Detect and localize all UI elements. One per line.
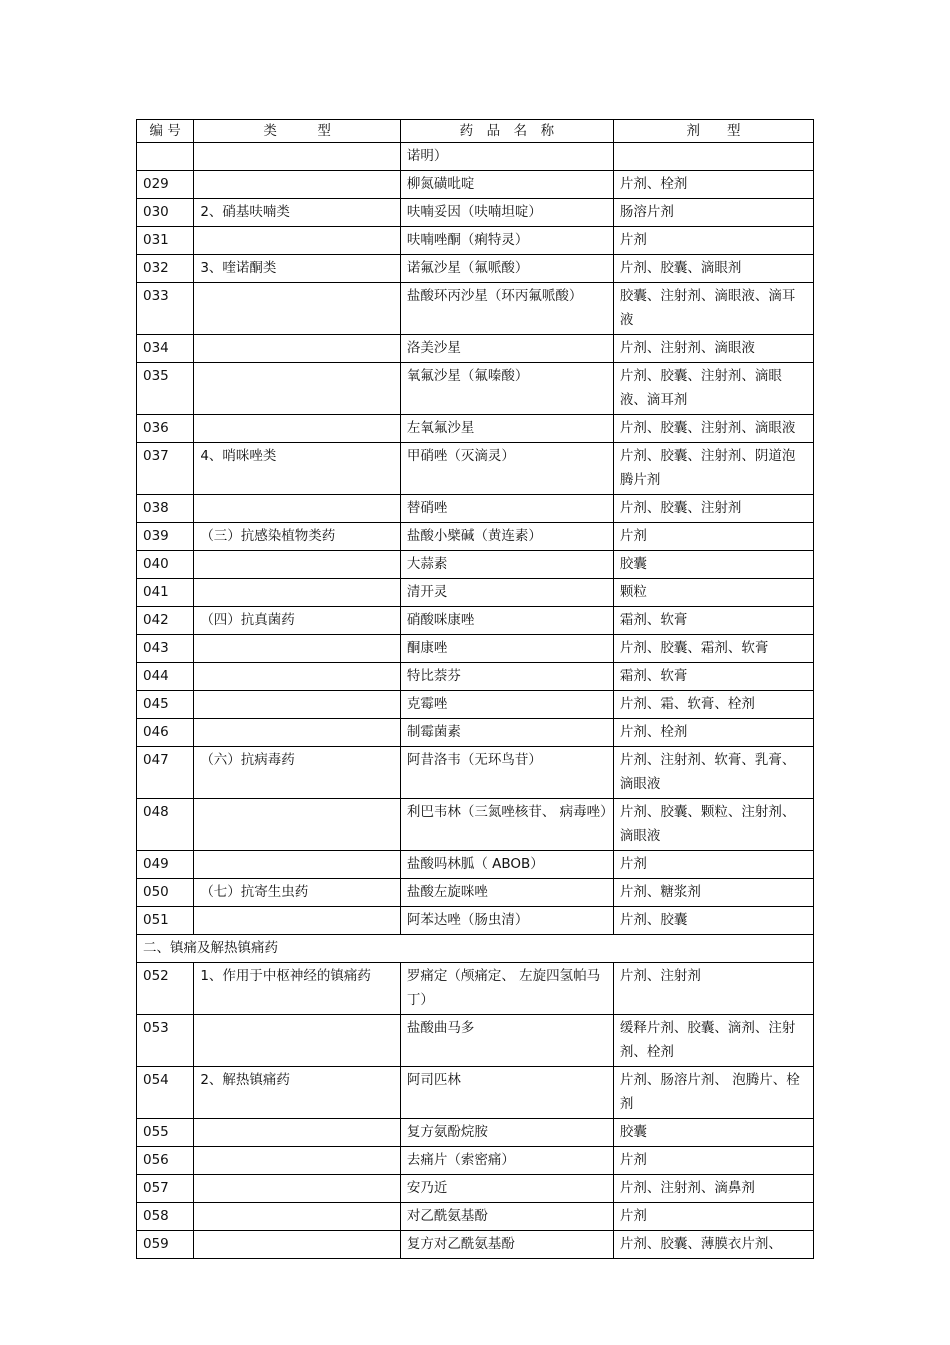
table-row: [137, 143, 814, 171]
table-row: [137, 523, 814, 551]
cell-code: 049: [137, 851, 194, 879]
cell-type: （六）抗病毒药: [194, 747, 401, 799]
cell-form: 片剂、栓剂: [613, 719, 813, 747]
cell-name: 阿昔洛韦（无环鸟苷）: [400, 747, 613, 799]
cell-name: 盐酸小檗碱（黄连素）: [400, 523, 613, 551]
cell-code: 036: [137, 415, 194, 443]
table-row: [137, 1175, 814, 1203]
cell-type: [194, 551, 401, 579]
cell-form: 片剂: [613, 851, 813, 879]
cell-type: （七）抗寄生虫药: [194, 879, 401, 907]
table-row: [137, 227, 814, 255]
cell-name: 呋喃唑酮（痢特灵）: [400, 227, 613, 255]
cell-type: [194, 1175, 401, 1203]
cell-code: 054: [137, 1067, 194, 1119]
cell-name: 甲硝唑（灭滴灵）: [400, 443, 613, 495]
cell-type: [194, 719, 401, 747]
cell-code: 038: [137, 495, 194, 523]
cell-name: 特比萘芬: [400, 663, 613, 691]
cell-name: 诺明）: [400, 143, 613, 171]
section-row: [137, 935, 814, 963]
table-row: [137, 199, 814, 227]
cell-form: 缓释片剂、胶囊、滴剂、注射剂、栓剂: [613, 1015, 813, 1067]
cell-code: 056: [137, 1147, 194, 1175]
cell-code: 039: [137, 523, 194, 551]
cell-form: 肠溶片剂: [613, 199, 813, 227]
table-row: [137, 495, 814, 523]
cell-type: （四）抗真菌药: [194, 607, 401, 635]
table-row: [137, 719, 814, 747]
cell-form: 片剂、注射剂: [613, 963, 813, 1015]
cell-type: [194, 851, 401, 879]
cell-code: 048: [137, 799, 194, 851]
cell-code: 059: [137, 1231, 194, 1259]
cell-type: [194, 283, 401, 335]
cell-code: 041: [137, 579, 194, 607]
cell-type: 1、作用于中枢神经的镇痛药: [194, 963, 401, 1015]
table-row: [137, 907, 814, 935]
cell-code: [137, 143, 194, 171]
cell-code: 052: [137, 963, 194, 1015]
cell-code: 040: [137, 551, 194, 579]
table-row: [137, 1119, 814, 1147]
cell-name: 复方氨酚烷胺: [400, 1119, 613, 1147]
cell-code: 053: [137, 1015, 194, 1067]
cell-type: [194, 495, 401, 523]
cell-code: 031: [137, 227, 194, 255]
cell-code: 030: [137, 199, 194, 227]
table-row: [137, 1067, 814, 1119]
cell-name: 氧氟沙星（氟嗪酸）: [400, 363, 613, 415]
cell-code: 058: [137, 1203, 194, 1231]
cell-name: 盐酸曲马多: [400, 1015, 613, 1067]
cell-form: 片剂: [613, 1203, 813, 1231]
table-section: [137, 935, 814, 963]
cell-type: [194, 227, 401, 255]
cell-form: 霜剂、软膏: [613, 663, 813, 691]
table-row: [137, 851, 814, 879]
cell-code: 047: [137, 747, 194, 799]
cell-code: 042: [137, 607, 194, 635]
cell-code: 034: [137, 335, 194, 363]
header-name: 药 品 名 称: [400, 120, 613, 143]
cell-type: [194, 171, 401, 199]
cell-type: [194, 415, 401, 443]
table-body-analgesic: [137, 963, 814, 1259]
header-code: 编 号: [137, 120, 194, 143]
cell-name: 阿苯达唑（肠虫清）: [400, 907, 613, 935]
cell-form: 片剂: [613, 1147, 813, 1175]
table-body-anti-infective: [137, 143, 814, 935]
cell-form: 片剂、霜、软膏、栓剂: [613, 691, 813, 719]
cell-form: 片剂、胶囊: [613, 907, 813, 935]
table-row: [137, 691, 814, 719]
cell-name: 左氧氟沙星: [400, 415, 613, 443]
cell-type: 4、哨咪唑类: [194, 443, 401, 495]
cell-form: 颗粒: [613, 579, 813, 607]
cell-code: 035: [137, 363, 194, 415]
cell-type: [194, 691, 401, 719]
cell-name: 柳氮磺吡啶: [400, 171, 613, 199]
cell-code: 057: [137, 1175, 194, 1203]
cell-form: 胶囊: [613, 1119, 813, 1147]
cell-name: 克霉唑: [400, 691, 613, 719]
cell-form: 片剂、注射剂、软膏、乳膏、滴眼液: [613, 747, 813, 799]
cell-form: 片剂: [613, 523, 813, 551]
table-row: [137, 551, 814, 579]
cell-type: [194, 143, 401, 171]
cell-type: 2、解热镇痛药: [194, 1067, 401, 1119]
table-row: [137, 607, 814, 635]
cell-name: 盐酸左旋咪唑: [400, 879, 613, 907]
cell-name: 诺氟沙星（氟哌酸）: [400, 255, 613, 283]
cell-form: 胶囊、注射剂、滴眼液、滴耳液: [613, 283, 813, 335]
cell-name: 替硝唑: [400, 495, 613, 523]
cell-type: [194, 579, 401, 607]
cell-name: 去痛片（索密痛）: [400, 1147, 613, 1175]
cell-type: [194, 1231, 401, 1259]
cell-code: 044: [137, 663, 194, 691]
table-row: [137, 747, 814, 799]
table-row: [137, 255, 814, 283]
cell-type: [194, 799, 401, 851]
cell-type: [194, 335, 401, 363]
cell-type: 3、喹诺酮类: [194, 255, 401, 283]
cell-code: 029: [137, 171, 194, 199]
table-row: [137, 635, 814, 663]
cell-form: 片剂: [613, 227, 813, 255]
cell-name: 酮康唑: [400, 635, 613, 663]
cell-form: [613, 143, 813, 171]
cell-name: 安乃近: [400, 1175, 613, 1203]
cell-code: 055: [137, 1119, 194, 1147]
cell-type: （三）抗感染植物类药: [194, 523, 401, 551]
table-row: [137, 1203, 814, 1231]
cell-type: [194, 635, 401, 663]
cell-name: 呋喃妥因（呋喃坦啶）: [400, 199, 613, 227]
cell-code: 043: [137, 635, 194, 663]
cell-type: [194, 1203, 401, 1231]
table-row: [137, 663, 814, 691]
table-row: [137, 879, 814, 907]
cell-form: 片剂、栓剂: [613, 171, 813, 199]
table-row: [137, 1231, 814, 1259]
cell-type: [194, 1119, 401, 1147]
cell-form: 片剂、胶囊、注射剂: [613, 495, 813, 523]
cell-form: 片剂、胶囊、颗粒、注射剂、滴眼液: [613, 799, 813, 851]
cell-form: 片剂、肠溶片剂、 泡腾片、栓剂: [613, 1067, 813, 1119]
cell-form: 片剂、胶囊、薄膜衣片剂、: [613, 1231, 813, 1259]
cell-code: 045: [137, 691, 194, 719]
table-row: [137, 283, 814, 335]
table-row: [137, 963, 814, 1015]
cell-type: [194, 907, 401, 935]
cell-name: 洛美沙星: [400, 335, 613, 363]
cell-form: 片剂、胶囊、注射剂、滴眼液: [613, 415, 813, 443]
cell-name: 利巴韦林（三氮唑核苷、 病毒唑）: [400, 799, 613, 851]
cell-form: 胶囊: [613, 551, 813, 579]
drug-list-table: [136, 119, 814, 1259]
cell-code: 033: [137, 283, 194, 335]
cell-name: 复方对乙酰氨基酚: [400, 1231, 613, 1259]
cell-form: 片剂、糖浆剂: [613, 879, 813, 907]
table-row: [137, 1147, 814, 1175]
cell-type: 2、硝基呋喃类: [194, 199, 401, 227]
table-row: [137, 171, 814, 199]
cell-name: 清开灵: [400, 579, 613, 607]
cell-form: 片剂、胶囊、霜剂、软膏: [613, 635, 813, 663]
header-form: 剂 型: [613, 120, 813, 143]
cell-form: 片剂、胶囊、注射剂、滴眼液、滴耳剂: [613, 363, 813, 415]
table-row: [137, 443, 814, 495]
cell-code: 051: [137, 907, 194, 935]
cell-form: 片剂、注射剂、滴鼻剂: [613, 1175, 813, 1203]
cell-name: 阿司匹林: [400, 1067, 613, 1119]
cell-name: 罗痛定（颅痛定、 左旋四氢帕马丁）: [400, 963, 613, 1015]
cell-form: 霜剂、软膏: [613, 607, 813, 635]
table-header-row: [137, 120, 814, 143]
cell-form: 片剂、胶囊、滴眼剂: [613, 255, 813, 283]
cell-code: 037: [137, 443, 194, 495]
table-row: [137, 363, 814, 415]
table-row: [137, 579, 814, 607]
cell-name: 硝酸咪康唑: [400, 607, 613, 635]
header-type: 类 型: [194, 120, 401, 143]
cell-code: 046: [137, 719, 194, 747]
cell-type: [194, 1147, 401, 1175]
section-title: 二、镇痛及解热镇痛药: [137, 935, 814, 963]
cell-form: 片剂、胶囊、注射剂、阴道泡腾片剂: [613, 443, 813, 495]
cell-form: 片剂、注射剂、滴眼液: [613, 335, 813, 363]
cell-name: 大蒜素: [400, 551, 613, 579]
cell-type: [194, 363, 401, 415]
table-row: [137, 799, 814, 851]
cell-code: 050: [137, 879, 194, 907]
cell-name: 制霉菌素: [400, 719, 613, 747]
table-row: [137, 1015, 814, 1067]
cell-type: [194, 1015, 401, 1067]
cell-name: 盐酸吗林胍（ ABOB）: [400, 851, 613, 879]
cell-name: 盐酸环丙沙星（环丙氟哌酸）: [400, 283, 613, 335]
table-row: [137, 415, 814, 443]
table-row: [137, 335, 814, 363]
cell-type: [194, 663, 401, 691]
cell-code: 032: [137, 255, 194, 283]
cell-name: 对乙酰氨基酚: [400, 1203, 613, 1231]
